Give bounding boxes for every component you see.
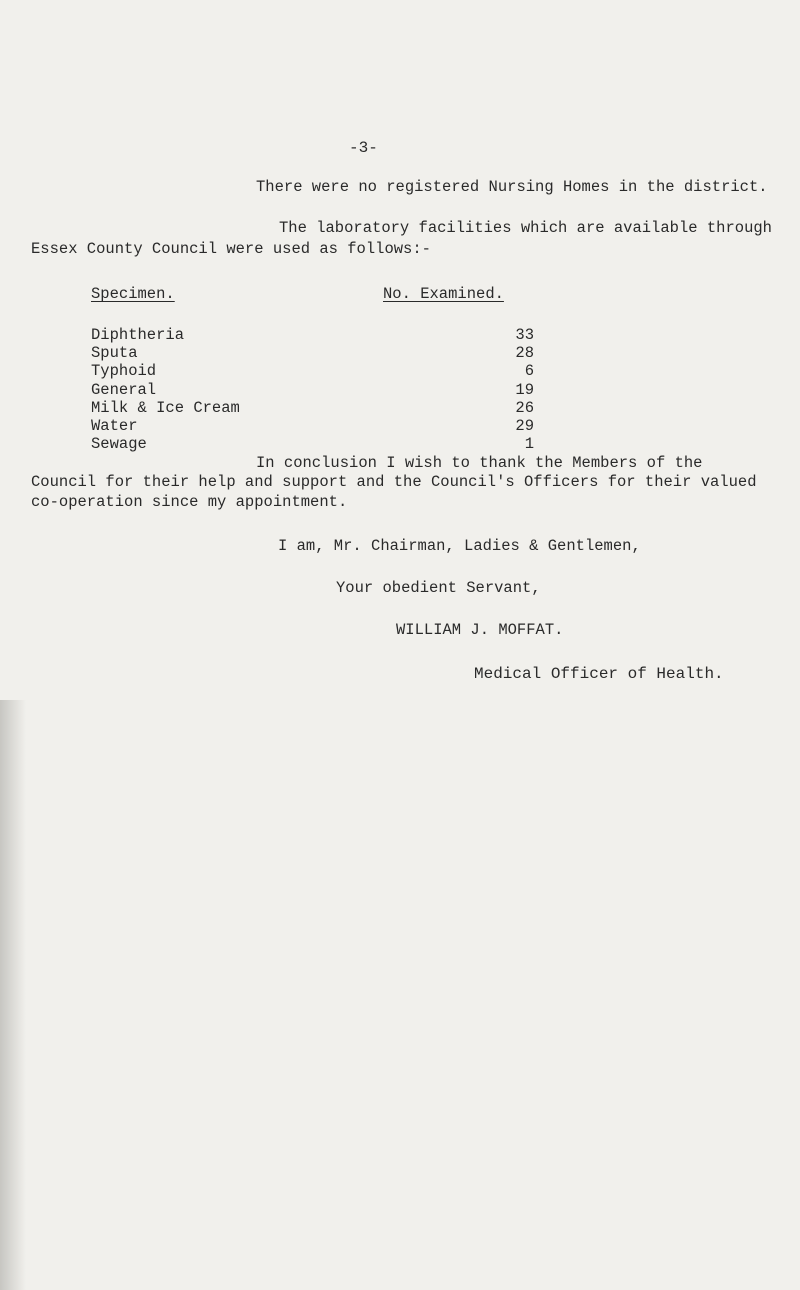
specimen-count: 6 xyxy=(524,362,534,381)
specimen-name: General xyxy=(91,380,157,399)
signatory-title: Medical Officer of Health. xyxy=(474,665,724,683)
table-row xyxy=(91,326,551,344)
page-number: -3- xyxy=(349,139,378,157)
specimen-name: Water xyxy=(91,416,138,435)
closing-salutation: I am, Mr. Chairman, Ladies & Gentlemen, xyxy=(278,537,641,555)
table-row xyxy=(91,399,551,417)
specimen-count: 29 xyxy=(515,416,534,435)
specimen-name: Milk & Ice Cream xyxy=(91,398,240,417)
table-header-examined: No. Examined. xyxy=(383,285,504,303)
table-row xyxy=(91,344,551,362)
signatory-name: WILLIAM J. MOFFAT. xyxy=(396,621,564,639)
table-row xyxy=(91,435,551,453)
specimen-count: 33 xyxy=(515,326,534,344)
specimen-name: Diphtheria xyxy=(91,326,185,344)
specimen-count: 28 xyxy=(515,344,534,363)
conclusion-line-2: Council for their help and support and the Council's Officers for their valued xyxy=(31,473,757,491)
closing-valediction: Your obedient Servant, xyxy=(336,579,541,597)
specimen-count: 26 xyxy=(515,398,534,417)
table-row xyxy=(91,362,551,380)
specimen-count: 19 xyxy=(515,380,534,399)
table-row xyxy=(91,381,551,399)
specimen-table xyxy=(91,326,551,453)
table-header-specimen: Specimen. xyxy=(91,285,175,303)
conclusion-line-3: co-operation since my appointment. xyxy=(31,493,348,511)
table-row xyxy=(91,417,551,435)
specimen-count: 1 xyxy=(524,435,534,454)
conclusion-line-1: In conclusion I wish to thank the Members of the xyxy=(256,454,703,472)
page-edge-shadow xyxy=(0,700,26,1290)
specimen-name: Sputa xyxy=(91,344,138,363)
specimen-name: Typhoid xyxy=(91,362,157,381)
specimen-name: Sewage xyxy=(91,435,147,454)
nursing-homes-sentence: There were no registered Nursing Homes in the district. xyxy=(256,178,768,196)
laboratory-paragraph-line-1: The laboratory facilities which are available through xyxy=(279,219,772,237)
laboratory-paragraph-line-2: Essex County Council were used as follows:- xyxy=(31,240,431,258)
